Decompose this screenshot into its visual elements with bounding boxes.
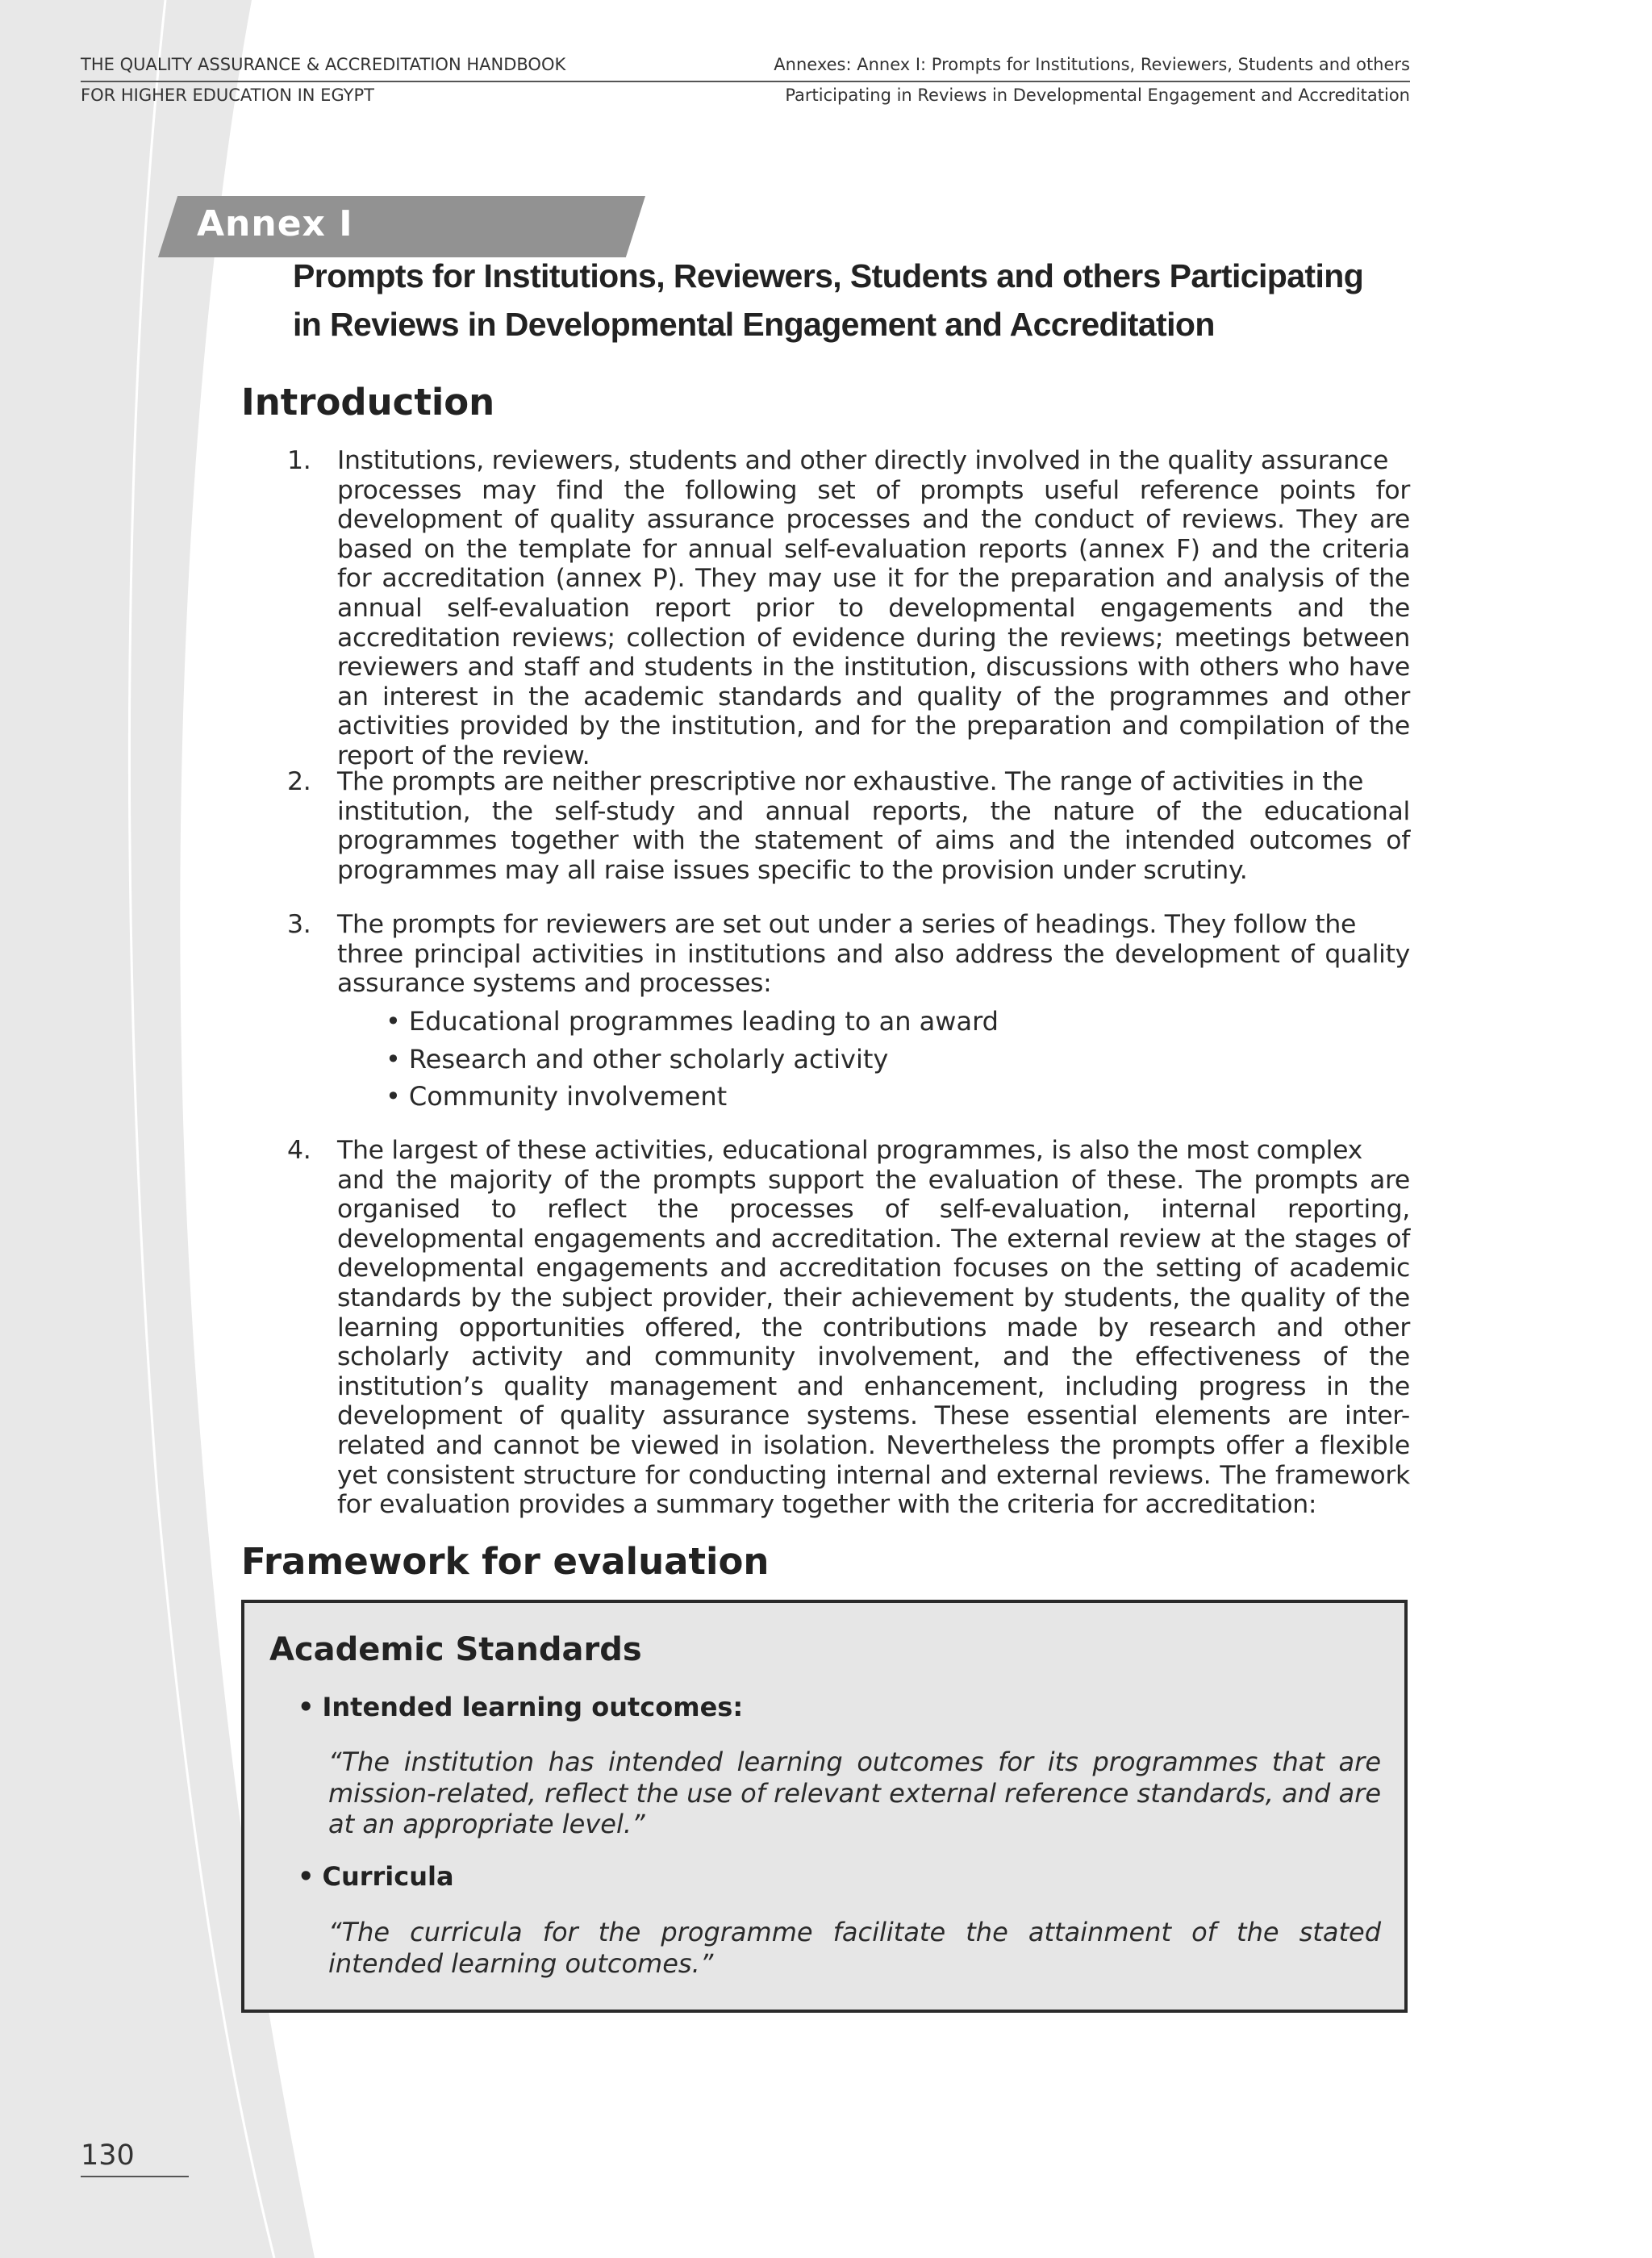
- page-number-rule: [81, 2176, 189, 2177]
- paragraph-number: 2.: [287, 767, 311, 796]
- intro-paragraph-2: [287, 767, 1410, 885]
- intro-paragraph-1: [287, 446, 1410, 771]
- criterion-label-ilo: • Intended learning outcomes:: [298, 1692, 744, 1722]
- criterion-label-curricula: • Curricula: [298, 1861, 454, 1892]
- header-right-line1: Annexes: Annex I: Prompts for Institutions, Reviewers, Students and others: [774, 55, 1410, 74]
- criterion-quote-curricula: “The curricula for the programme facilitate the attainment of the stated intended learning outcomes.”: [328, 1917, 1381, 1979]
- annex-title-line1: Prompts for Institutions, Reviewers, Students and others Participating: [293, 257, 1364, 294]
- header-right-line2: Participating in Reviews in Developmental Engagement and Accreditation: [785, 86, 1410, 105]
- list-item: • Research and other scholarly activity: [386, 1043, 889, 1075]
- paragraph-number: 4.: [287, 1136, 311, 1165]
- criterion-quote-ilo: “The institution has intended learning outcomes for its programmes that are mission-related, reflect the use of relevant external reference standards, and are at an appropriate level.”: [328, 1747, 1381, 1839]
- paragraph-first-line: Institutions, reviewers, students and other directly involved in the quality assurance: [337, 446, 1389, 475]
- page-number: 130: [81, 2139, 135, 2172]
- list-item: • Community involvement: [386, 1081, 728, 1112]
- list-item-label: Community involvement: [408, 1081, 728, 1112]
- activities-list: [386, 1003, 999, 1116]
- paragraph-body: processes may find the following set of prompts useful reference points for development of quality assurance processes and the conduct of reviews. They are based on the template for annual self-evaluation reports (annex F) and the criteria for accreditation (annex P). They may use it for the preparation and analysis of the annual self-evaluation report prior to developmental engagements and the accreditation reviews; collection of evidence during the reviews; meetings between reviewers and staff and students in the institution, discussions with others who have an interest in the academic standards and quality of the programmes and other activities provided by the institution, and for the preparation and compilation of the report of the review.: [337, 475, 1410, 770]
- header-left-line1: THE QUALITY ASSURANCE & ACCREDITATION HANDBOOK: [81, 55, 566, 74]
- introduction-heading: Introduction: [241, 381, 495, 424]
- header-divider: [81, 81, 1410, 82]
- intro-paragraph-4: [287, 1136, 1410, 1520]
- paragraph-first-line: The prompts are neither prescriptive nor exhaustive. The range of activities in the: [337, 767, 1364, 796]
- criterion-label-text: Intended learning outcomes:: [322, 1692, 744, 1722]
- header-left-line2: FOR HIGHER EDUCATION IN EGYPT: [81, 86, 374, 105]
- annex-label: Annex I: [197, 203, 353, 244]
- annex-title: [293, 252, 1422, 349]
- criterion-label-text: Curricula: [322, 1861, 454, 1892]
- paragraph-number: 1.: [287, 446, 311, 475]
- list-item: • Educational programmes leading to an award: [386, 1006, 999, 1037]
- paragraph-body: institution, the self-study and annual reports, the nature of the educational programmes together with the statement of aims and the intended outcomes of programmes may all raise issues specific to the provision under scrutiny.: [337, 796, 1410, 885]
- paragraph-first-line: The prompts for reviewers are set out under a series of headings. They follow the: [337, 910, 1357, 939]
- list-item-label: Educational programmes leading to an award: [408, 1006, 999, 1037]
- list-item-label: Research and other scholarly activity: [408, 1043, 889, 1075]
- framework-heading: Framework for evaluation: [241, 1540, 770, 1583]
- paragraph-first-line: The largest of these activities, educational programmes, is also the most complex: [337, 1136, 1362, 1165]
- box-heading: Academic Standards: [269, 1631, 642, 1668]
- paragraph-body: and the majority of the prompts support the evaluation of these. The prompts are organised to reflect the processes of self-evaluation, internal reporting, developmental engagements and accreditation. The external review at the stages of developmental engagements and accreditation focuses on the setting of academic standards by the subject provider, their achievement by students, the quality of the learning opportunities offered, the contributions made by research and other scholarly activity and community involvement, and the effectiveness of the institution’s quality management and enhancement, including progress in the development of quality assurance systems. These essential elements are inter-related and cannot be viewed in isolation. Nevertheless the prompts offer a flexible yet consistent structure for conducting internal and external reviews. The framework for evaluation provides a summary together with the criteria for accreditation:: [337, 1165, 1410, 1520]
- paragraph-number: 3.: [287, 910, 311, 939]
- framework-box: [241, 1600, 1408, 2013]
- intro-paragraph-3: [287, 910, 1410, 999]
- annex-title-line2: in Reviews in Developmental Engagement and Accreditation: [293, 306, 1215, 343]
- paragraph-body: three principal activities in institutions and also address the development of quality assurance systems and processes:: [337, 939, 1410, 999]
